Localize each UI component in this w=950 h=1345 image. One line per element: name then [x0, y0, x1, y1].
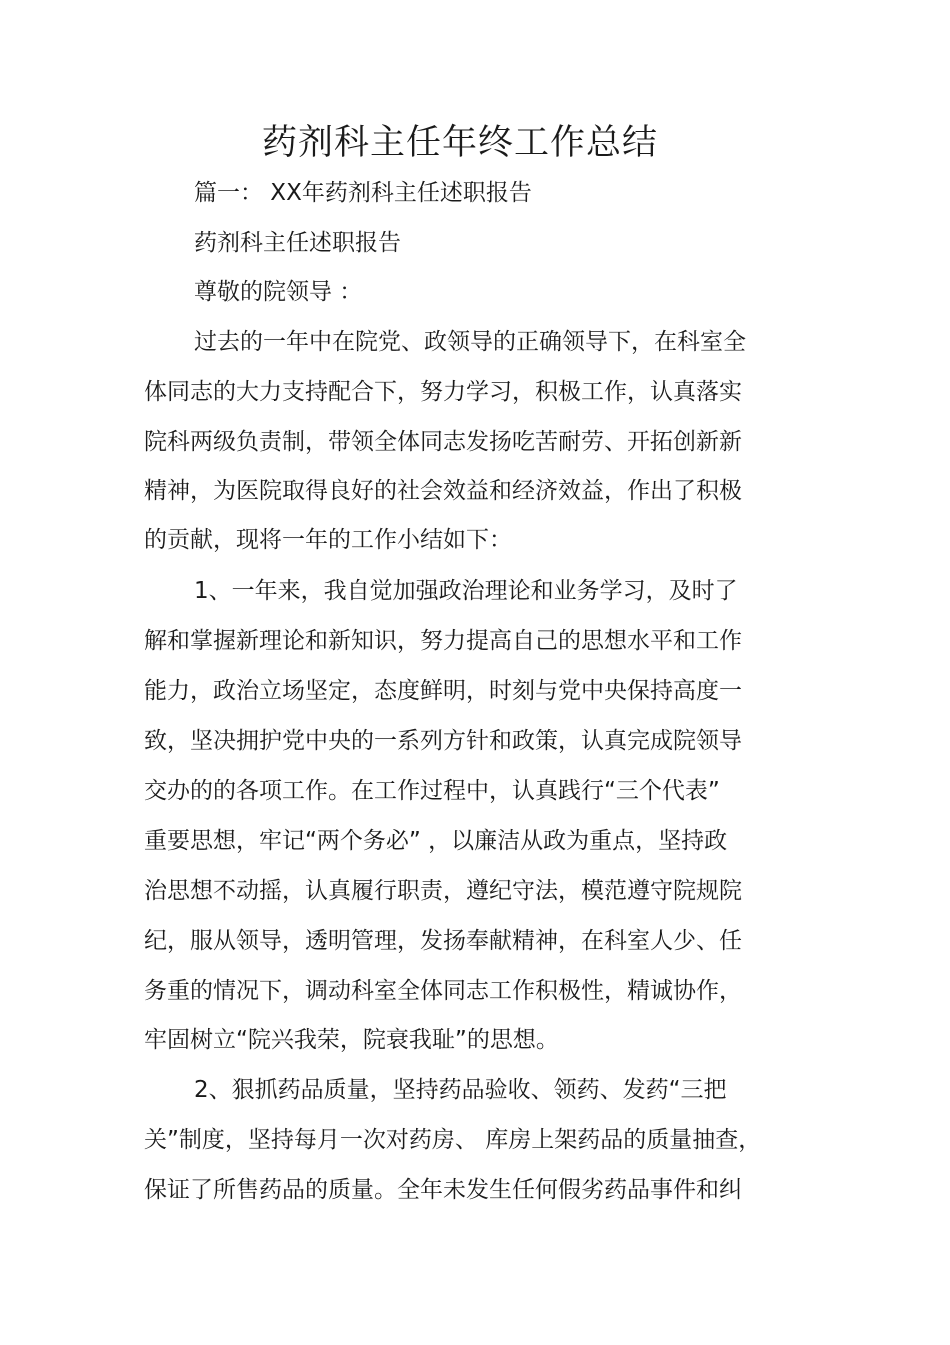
paragraph-line: 解和掌握新理论和新知识，努力提高自己的思想水平和工作 — [144, 628, 742, 654]
paragraph-line: 过去的一年中在院党、政领导的正确领导下，在科室全 — [194, 329, 746, 355]
paragraph-line: 能力，政治立场坚定，态度鲜明，时刻与党中央保持高度一 — [144, 678, 742, 704]
report-subtitle: 药剂科主任述职报告 — [194, 230, 401, 256]
section-heading: 篇一： XX年药剂科主任述职报告 — [194, 180, 532, 206]
paragraph-line: 保证了所售药品的质量。全年未发生任何假劣药品事件和纠 — [144, 1177, 742, 1203]
paragraph-line: 院科两级负责制，带领全体同志发扬吃苦耐劳、开拓创新新 — [144, 429, 742, 455]
paragraph-line: 牢固树立“院兴我荣，院衰我耻”的思想。 — [144, 1027, 559, 1053]
paragraph-line: 体同志的大力支持配合下，努力学习，积极工作，认真落实 — [144, 379, 742, 405]
paragraph-line: 1、一年来，我自觉加强政治理论和业务学习，及时了 — [194, 578, 738, 604]
paragraph-line: 致，坚决拥护党中央的一系列方针和政策，认真完成院领导 — [144, 728, 742, 754]
salutation: 尊敬的院领导 ： — [194, 279, 363, 305]
paragraph-line: 的贡献，现将一年的工作小结如下： — [144, 527, 512, 553]
paragraph-line: 交办的的各项工作。在工作过程中，认真践行“三个代表” — [144, 778, 720, 804]
paragraph-line: 务重的情况下，调动科室全体同志工作积极性，精诚协作， — [144, 978, 742, 1004]
paragraph-line: 精神，为医院取得良好的社会效益和经济效益，作出了积极 — [144, 478, 742, 504]
paragraph-line: 重要思想，牢记“两个务必” ，以廉洁从政为重点，坚持政 — [144, 828, 728, 854]
paragraph-line: 关”制度，坚持每月一次对药房、 库房上架药品的质量抽查， — [144, 1127, 762, 1153]
paragraph-line: 治思想不动摇，认真履行职责，遵纪守法，模范遵守院规院 — [144, 878, 742, 904]
paragraph-line: 2、狠抓药品质量，坚持药品验收、领药、发药“三把 — [194, 1077, 727, 1103]
paragraph-line: 纪，服从领导，透明管理，发扬奉献精神，在科室人少、任 — [144, 928, 742, 954]
document-title: 药剂科主任年终工作总结 — [261, 123, 658, 163]
